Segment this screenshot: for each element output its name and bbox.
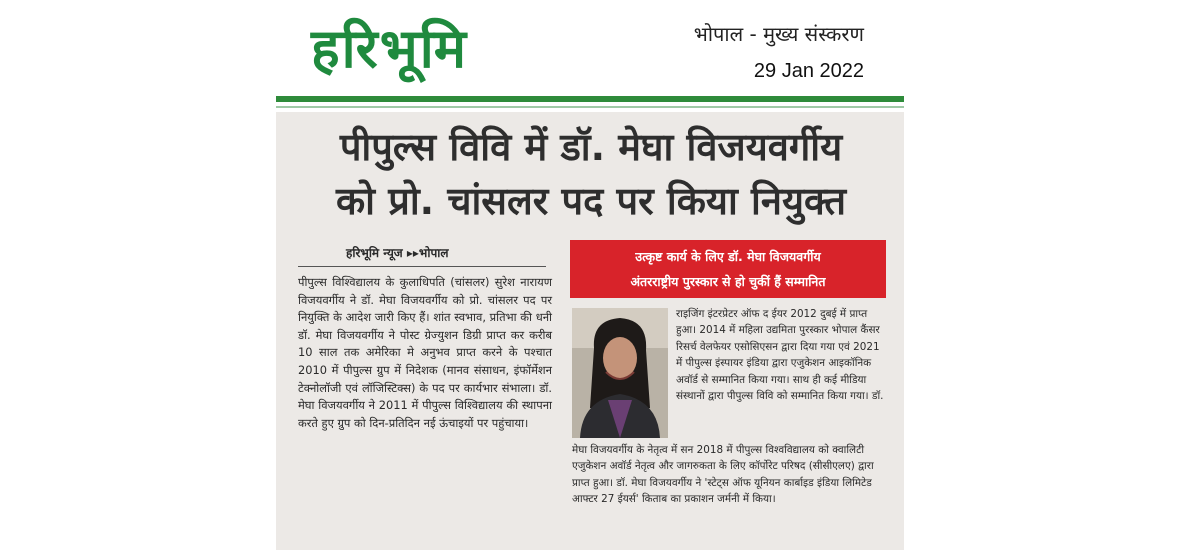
article-body-right-top: राइजिंग इंटरप्रेटर ऑफ द ईयर 2012 दुबई में प्राप्त हुआ। 2014 में महिला उद्यमिता पुरस्कार भोपाल कैंसर रिसर्च वेलफेयर एसोसिएसन द्वारा दिया गया एवं 2021 में पीपुल्स इंस्पायर इंडिया द्वारा एजुकेशन आइकॉनिक अवॉर्ड से सम्मानित किया गया। साथ ही कई मीडिया संस्थानों द्वारा पीपुल्स विवि को सम्मानित किया गया। डॉ. [676, 308, 884, 403]
banner-line-1: उत्कृष्ट कार्य के लिए डॉ. मेघा विजयवर्गीय [635, 249, 821, 264]
masthead-rule [276, 96, 904, 102]
edition-label: भोपाल - मुख्य संस्करण [693, 22, 864, 46]
portrait-illustration [572, 308, 668, 438]
byline: हरिभूमि न्यूज ▸▸भोपाल [346, 246, 449, 260]
headline [296, 120, 886, 228]
banner-line-2: अंतरराष्ट्रीय पुरस्कार से हो चुकीं हैं सम्मानित [630, 274, 826, 289]
masthead-thin-rule [276, 106, 904, 108]
byline-divider [298, 266, 546, 267]
publication-date: 29 Jan 2022 [753, 60, 864, 82]
portrait-photo [572, 308, 668, 438]
article-body-right-bottom: मेघा विजयवर्गीय के नेतृत्व में सन 2018 में पीपुल्स विश्वविद्यालय को क्वालिटी एजुकेशन अवॉर्ड नेतृत्व और जागरुकता के लिए कॉर्पोरेट परिषद (सीसीएलए) द्वारा प्राप्त हुआ। डॉ. मेघा विजयवर्गीय ने 'स्टेट्स ऑफ यूनियन कार्बाइड इंडिया लिमिटेड आफ्टर 27 ईयर्स' किताब का प्रकाशन जर्मनी में किया। [572, 444, 874, 506]
newspaper-logo: हरिभूमि [311, 17, 468, 80]
newspaper-clipping [276, 0, 904, 550]
headline-line-1: पीपुल्स विवि में डॉ. मेघा विजयवर्गीय [339, 125, 843, 169]
headline-line-2: को प्रो. चांसलर पद पर किया नियुक्त [335, 179, 847, 223]
article-page [276, 112, 904, 550]
highlight-banner [570, 240, 886, 298]
article-body-left: पीपुल्स विश्विद्यालय के कुलाधिपति (चांसलर) सुरेश नारायण विजयवर्गीय ने डॉ. मेघा विजयवर्गीय को प्रो. चांसलर पद पर नियुक्ति के आदेश जारी किए हैं। शांत स्वभाव, प्रतिभा की धनी डॉ. मेघा विजयवर्गीय ने पोस्ट ग्रेज्युशन डिग्री प्राप्त कर करीब 10 साल तक अमेरिका मे अनुभव प्राप्त करने के पश्चात 2010 में पीपुल्स ग्रुप में निदेशक (मानव संसाधन, इंफॉर्मेशन टेक्नोलॉजी एवं लॉजिस्टिक्स) के पद पर कार्यभार संभाला। डॉ. मेघा विजयवर्गीय ने 2011 में पीपुल्स विश्विद्यालय की स्थापना करते हुए ग्रुप को दिन-प्रतिदिन नई ऊंचाइयों पर पहुंचाया। [298, 275, 552, 430]
